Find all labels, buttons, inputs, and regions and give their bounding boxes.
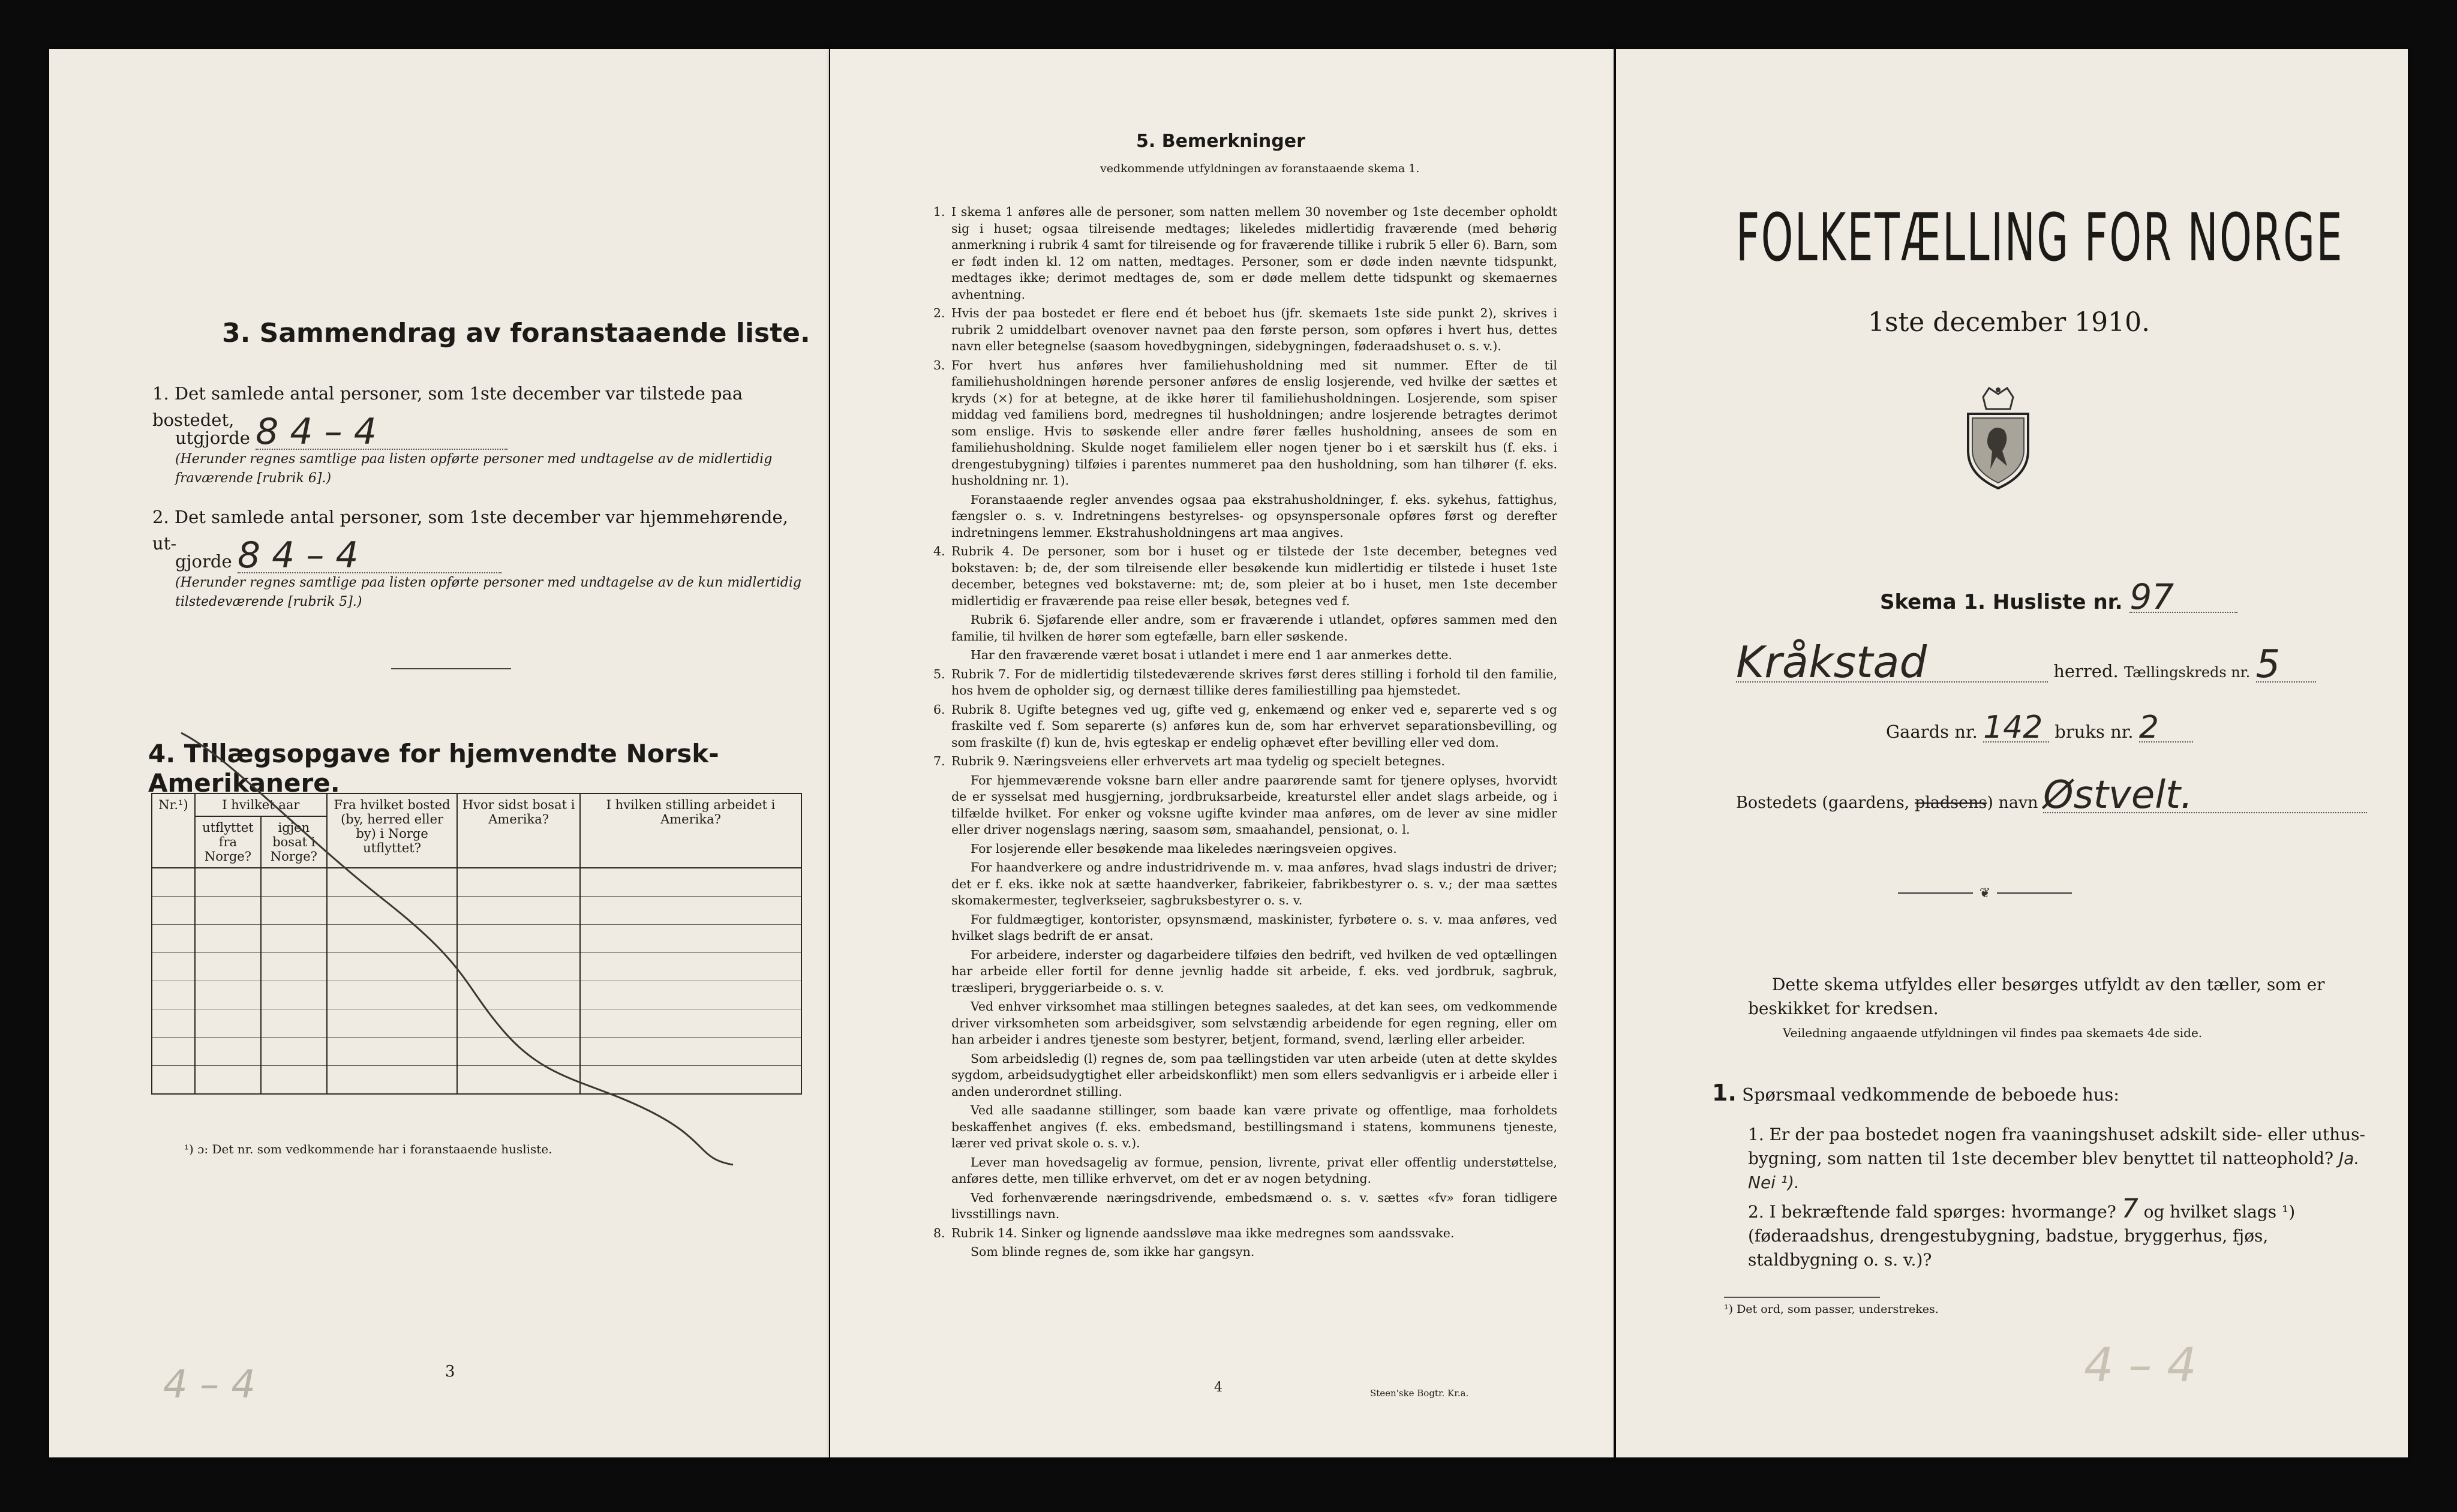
remark-item [933,204,1557,303]
question-1-text: 1. Er der paa bostedet nogen fra vaaningshuset adskilt side- eller uthus-bygning, som natten til 1ste december blev benyttet til natteophold? [1748,1125,2365,1168]
remark-number: 4. [933,544,945,558]
col-returned: igjen bosat i Norge? [261,816,327,868]
bosted-name: Østvelt. [2043,778,2367,813]
remarks-subtitle: vedkommende utfyldningen av foranstaaende skema 1. [1100,162,1420,175]
remark-text: For hvert hus anføres hver familiehusholdning med sit nummer. Efter de til familiehusholdningen hørende personer anføres de enslig losjerende, ved hvilke der sættes et kryds (×) for at betegne, at de ikke hører til familiehusholdningen. Losjerende, som spiser middag ved familiens bord, medregnes til husholdningen; andre losjerende betragtes derimot som enslige. Hvis to søskende eller andre fører fælles husholdning, ansees de som en familiehusholdning. Skulde noget familielem eller nogen tjener bo i et særskilt hus (f. eks. i drengestubygning) tilføies i parentes nummeret paa den husholdning, som han tilhører (f. eks. husholdning nr. 1). [951,357,1557,488]
gaards-nr: 142 [1983,714,2049,743]
q1-text: 1. Det samlede antal personer, som 1ste december var tilstede paa bostedet, [152,383,743,430]
remark-item [933,1190,1557,1223]
section-4-title: 4. Tillægsopgave for hjemvendte Norsk-Amerikanere. [148,739,719,798]
remark-item [933,612,1557,645]
remark-item [933,912,1557,945]
bosted-label-a: Bostedets (gaardens, [1736,793,1910,812]
remark-text: Har den fraværende været bosat i utlandet i mere end 1 aar anmerkes dette. [971,648,1452,662]
remark-text: For arbeidere, inderster og dagarbeidere tilføies den bedrift, ved hvilken de ved optællingen har arbeide eller fortil for denne jevnlig hadde sit arbeide, f. eks. ved jordbruk, sagbruk, træsliperi, bryggeriarbeide o. s. v. [951,947,1557,995]
remark-item [933,357,1557,489]
remark-item [933,647,1557,664]
kreds-label: Tællingskreds nr. [2123,664,2251,681]
gaards-line [1886,710,2193,746]
herred-label: herred. [2053,661,2119,681]
remark-item [933,753,1557,770]
remark-text: Ved enhver virksomhet maa stillingen betegnes saaledes, at det kan sees, om vedkommende driver virksomheten som arbeidsgiver, som selvstændig arbeidende for egen regning, eller om han arbeider i andres tjeneste som bestyrer, betjent, formand, svend, lærling eller arbeider. [951,999,1557,1047]
remark-item [933,1244,1557,1261]
faint-pencil-note: 4 – 4 [2084,1339,2197,1393]
skema-line [1880,576,2237,617]
remark-number: 7. [933,754,945,768]
remark-text: Ved forhenværende næringsdrivende, embedsmænd o. s. v. sættes «fv» foran tidligere livsstillings navn. [951,1190,1557,1221]
remark-number: 8. [933,1225,945,1240]
remark-text: Rubrik 9. Næringsveiens eller erhvervets art maa tydelig og specielt betegnes. [951,754,1445,768]
q2-label: gjorde [175,551,232,572]
remark-number: 3. [933,357,945,372]
remark-item [933,999,1557,1048]
remark-item [933,492,1557,542]
remark-text: For fuldmægtiger, kontorister, opsynsmænd, maskinister, fyrbøtere o. s. v. maa anføres, ved hvilket slags bedrift de er ansat. [951,912,1557,943]
intro-guidance: Veiledning angaaende utfyldningen vil findes paa skemaets 4de side. [1783,1026,2203,1040]
form-date: 1ste december 1910. [1868,307,2150,338]
middle-page [830,49,1614,1457]
col-nr: Nr.¹) [152,793,195,868]
questions-title: Spørsmaal vedkommende de beboede hus: [1742,1084,2120,1105]
bosted-label-b: pladsens [1914,793,1987,812]
q2-note: (Herunder regnes samtlige paa listen opførte personer med undtagelse av de kun midlertidig tilstedeværende [rubrik 5].) [175,575,801,609]
remark-text: For losjerende eller besøkende maa likeledes næringsveien opgives. [971,841,1397,856]
faint-pencil-note: 4 – 4 [163,1363,256,1407]
gaards-label: Gaards nr. [1886,722,1978,742]
page-number: 4 [1214,1380,1223,1395]
remark-text: Rubrik 4. De personer, som bor i huset og er tilstede der 1ste december, betegnes ved bokstaven: b; de, der som tilreisende eller besøkende kun midlertidig er tilstede i huset 1ste december, betegnes ved bokstaverne: mt; de, som pleier at bo i huset, men 1ste december midlertidig er fraværende paa reise eller besøk, betegnes ved f. [951,544,1557,608]
remark-text: Som arbeidsledig (l) regnes de, som paa tællingstiden var uten arbeide (uten at dette skyldes sygdom, arbeidsudygtighet eller arbeidskonflikt) men som ellers sedvanligvis er i arbeide eller i anden underordnet stilling. [951,1051,1557,1099]
remark-text: I skema 1 anføres alle de personer, som natten mellem 30 november og 1ste december opholdt sig i huset; ogsaa tilreisende medtages; likeledes midlertidig fraværende (med behørig anmerkning i rubrik 4 samt for tilreisende og for fraværende tillike i rubrik 5 eller 6). Barn, som er født inden kl. 12 om natten, medtages. Personer, som er døde inden nævnte tidspunkt, medtages ikke; derimot medtages de, som er døde mellem dette tidspunkt og skemaernes avhentning. [951,205,1557,302]
section-3-title: 3. Sammendrag av foranstaaende liste. [222,318,810,348]
col-year-group: I hvilket aar [195,793,327,816]
remark-text: Rubrik 6. Sjøfarende eller andre, som er fraværende i utlandet, opføres sammen med den familie, til hvilken de hører som egtefælle, barn eller søskende. [951,612,1557,644]
page-number: 3 [445,1363,455,1381]
remark-text: Ved alle saadanne stillinger, som baade kan være private og offentlige, maa forholdets beskaffenhet angives (f. eks. embedsmand, bestillingsmand i statens, kommunens tjeneste, lærer ved privat skole o. s. v.). [951,1103,1557,1150]
remark-item [933,1155,1557,1188]
remark-item [933,543,1557,609]
remark-number: 6. [933,702,945,717]
question-2-text: 2. I bekræftende fald spørges: hvormange? [1748,1202,2116,1222]
questions-heading [1712,1081,2119,1107]
herred-name: Kråkstad [1736,643,2048,683]
form-title: FOLKETÆLLING FOR NORGE [1736,199,2344,276]
remark-item [933,666,1557,699]
question-2-rest: og hvilket slags ¹) (føderaadshus, drengestubygning, badstue, bryggerhus, fjøs, staldbygning o. s. v.)? [1748,1202,2296,1270]
col-position: I hvilken stilling arbeidet i Amerika? [580,793,801,868]
remark-item [933,772,1557,838]
remarks-title: 5. Bemerkninger [1136,131,1305,152]
remark-item [933,1102,1557,1152]
remark-item [933,305,1557,355]
printer-mark: Steen'ske Bogtr. Kr.a. [1370,1388,1469,1399]
remark-text: Rubrik 8. Ugifte betegnes ved ug, gifte ved g, enkemænd og enker ved e, separerte ved s og fraskilte ved f. Som separerte (s) anføres kun de, som har erhvervet separationsbevilling, og som fraskilte (f) kun de, hvis egteskap er endelig ophævet efter bevilling eller ved dom. [951,702,1557,750]
left-page [49,49,829,1457]
remark-number: 5. [933,666,945,681]
remark-text: Rubrik 7. For de midlertidig tilstedeværende skrives først deres stilling i forhold til den familie, hos hvem de opholder sig, og dernæst tillike deres familiestilling paa hjemstedet. [951,666,1557,698]
remark-number: 2. [933,306,945,320]
remark-item [933,1051,1557,1101]
intro-text: Dette skema utfyldes eller besørges utfyldt av den tæller, som er beskikket for kredsen. [1748,975,2325,1018]
q2-handwritten: 8 4 – 4 [238,539,501,573]
questions-number: 1. [1712,1080,1737,1106]
remark-item [933,1225,1557,1242]
remark-text: Rubrik 14. Sinker og lignende aandssløve maa ikke medregnes som aandssvake. [951,1225,1455,1240]
remark-text: Som blinde regnes de, som ikke har gangsyn. [971,1245,1255,1259]
q2-text: 2. Det samlede antal personer, som 1ste december var hjemmehørende, ut- [152,507,788,554]
question-2 [1748,1194,2372,1272]
question-2-answer: 7 [2121,1194,2138,1224]
footnote: ¹) ɔ: Det nr. som vedkommende har i foranstaaende husliste. [184,1142,552,1156]
remark-item [933,702,1557,752]
q1-handwritten: 8 4 – 4 [256,415,507,450]
coat-of-arms-icon [1959,385,2037,490]
bruks-nr: 2 [2139,714,2193,743]
bosted-label-c: ) navn [1987,793,2038,812]
husliste-nr: 97 [2129,582,2237,613]
remarks-list [933,204,1557,1263]
svg-text:❦: ❦ [1979,886,1991,901]
remark-text: Foranstaaende regler anvendes ogsaa paa ekstrahusholdninger, f. eks. sykehus, fattighus, fængsler o. s. v. Indretningens bestyrelses- og opsynspersonale opføres først og derefter indretningens lemmer. Ekstrahusholdningens art maa angives. [951,492,1557,540]
herred-line [1736,637,2396,687]
remark-text: For hjemmeværende voksne barn eller andre paarørende samt for tjenere oplyses, hvorvidt de er sysselsat med husgjerning, jordbruksarbeide, kreaturstel eller andet slags arbeide, og i tilfælde hvilket. For enker og voksne ugifte kvinder maa anføres, om de lever av sine midler eller driver nogenslags næring, saasom søm, smaahandel, pensionat, o. l. [951,772,1557,837]
remark-item [933,859,1557,909]
remark-text: Hvis der paa bostedet er flere end ét beboet hus (jfr. skemaets 1ste side punkt 2), skrives i rubrik 2 umiddelbart ovenover navnet paa den første person, som opføres i hvert hus, dettes navn eller betegnelse (saasom hovedbygningen, sidebygningen, føderaadshuset o. s. v.). [951,306,1557,353]
bruks-label: bruks nr. [2054,722,2134,742]
footnote-rule [1724,1297,1880,1298]
ornament-divider [1898,884,2072,902]
skema-label: Skema 1. Husliste nr. [1880,590,2123,614]
q1-label: utgjorde [175,428,250,448]
col-from-where: Fra hvilket bosted (by, herred eller by) i Norge utflyttet? [327,793,458,868]
col-last-america: Hvor sidst bosat i Amerika? [457,793,580,868]
col-emigrated: utflyttet fra Norge? [195,816,261,868]
bosted-line [1736,773,2367,817]
kreds-nr: 5 [2256,648,2316,683]
pencil-strike-mark [49,49,829,1457]
remark-text: For haandverkere og andre industridrivende m. v. maa anføres, hvad slags industri de driver; det er f. eks. ikke nok at sætte haandverker, fabrikeier, fabrikbestyrer o. s. v.; der maa sættes skomakermester, teglverkseier, sagbruksbestyrer o. s. v. [951,860,1557,907]
question-1-answer: Ja. Nei ¹). [1748,1149,2360,1192]
remark-item [933,841,1557,858]
right-page [1616,49,2408,1457]
q1-note: (Herunder regnes samtlige paa listen opførte personer med undtagelse av de midlertidig fraværende [rubrik 6].) [175,452,773,486]
remark-text: Lever man hovedsagelig av formue, pension, livrente, privat eller offentlig understøttelse, anføres dette, men tillike erhvervet, om det er av nogen betydning. [951,1155,1557,1186]
footnote: ¹) Det ord, som passer, understrekes. [1724,1303,1939,1316]
remark-item [933,947,1557,997]
remark-number: 1. [933,205,945,219]
question-1 [1748,1123,2372,1195]
